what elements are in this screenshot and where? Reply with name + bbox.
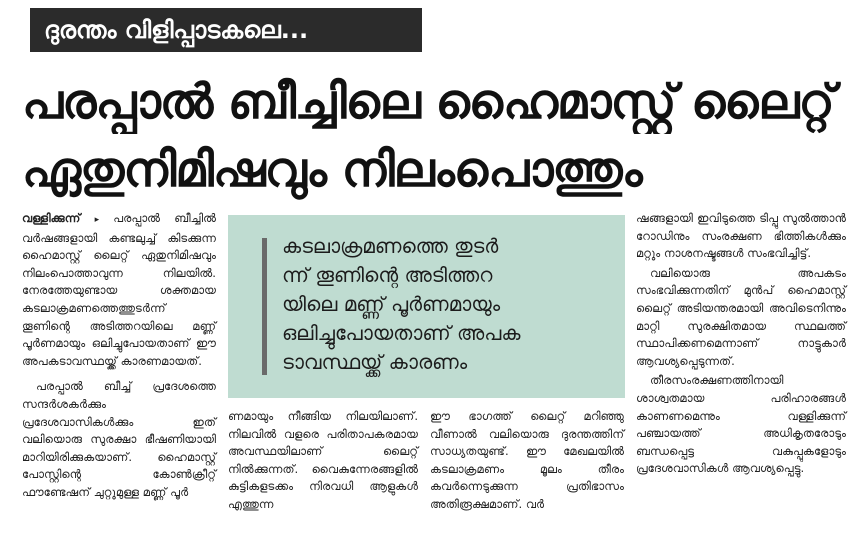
column-4-paragraph-1: ഷങ്ങളായി ഇവിടുത്തെ ടിപ്പു സുൽത്താൻ റോഡിനും സംരക്ഷണ ഭിത്തികൾക്കും മറ്റും നാശനഷ്ടങ്ങൾ സംഭവിച്ചിട്ട്. — [636, 211, 846, 261]
article-paragraph-2: പരപ്പാൽ ബീച്ച് പ്രദേശത്തെ സന്ദർശകർക്കും പ്രദേശവാസികൾക്കും ഇത് വലിയൊരു സുരക്ഷാ ഭീഷണിയായി മാറിയിരിക്കുകയാണ്. ഹൈമാസ്റ്റ് പോസ്റ്റിന്റെ കോൺക്രീറ്റ് ഫൗണ്ടേഷന് ചുറ്റുമുള്ള മണ്ണ് പൂർ — [22, 379, 216, 499]
pullquote-accent-bar — [262, 238, 267, 375]
article-paragraph-1 — [22, 210, 216, 370]
headline-line-1: പരപ്പാൽ ബീച്ചിലെ ഹൈമാസ്റ്റ് ലൈറ്റ് — [22, 74, 834, 130]
dateline: വള്ളിക്കുന്ന് — [22, 211, 81, 225]
article-column-3 — [430, 408, 624, 514]
dateline-arrow-icon: ▸ — [94, 215, 100, 225]
pullquote — [282, 232, 612, 377]
article-column-1 — [22, 210, 216, 502]
headline-line-2: ഏതുനിമിഷവും നിലംപൊത്തും — [22, 142, 642, 198]
pullquote-line: ന്ന് തൂണിന്റെ അടിത്തറ — [282, 263, 493, 287]
article-column-2 — [228, 408, 418, 514]
pullquote-line: യിലെ മണ്ണ് പൂർണമായും — [282, 292, 501, 316]
article-column-4 — [636, 210, 846, 478]
paragraph-1-text: പരപ്പാൽ ബീച്ചിൽ വർഷങ്ങളായി കണ്ടലുച്ച് കിടക്കുന്ന ഹൈമാസ്റ്റ് ലൈറ്റ് ഏതുനിമിഷവും നിലംപൊത്താവുന്ന നിലയിൽ. നേരത്തേയുണ്ടായ ശക്തമായ കടലാക്രമണത്തെത്തുടർന്ന് തൂണിന്റെ അടിത്തറയിലെ മണ്ണ് പൂർണമായും ഒലിച്ചുപോയതാണ് ഈ അപകടാവസ്ഥയ്ക്ക് കാരണമായത്. — [22, 211, 216, 368]
pullquote-line: ഒലിച്ചുപോയതാണ് അപക — [282, 321, 521, 345]
column-4-paragraph-2: വലിയൊരു അപകടം സംഭവിക്കുന്നതിന് മുൻപ് ഹൈമാസ്റ്റ് ലൈറ്റ് അടിയന്തരമായി അവിടെനിന്നും മാറ്റി സുരക്ഷിതമായ സ്ഥലത്ത് സ്ഥാപിക്കണമെന്നാണ് നാട്ടുകാർ ആവശ്യപ്പെടുന്നത്. — [636, 265, 846, 368]
kicker-banner: ദുരന്തം വിളിപ്പാടകലെ... — [30, 8, 422, 52]
pullquote-line: കടലാക്രമണത്തെ തുടർ — [282, 234, 499, 258]
pullquote-line: ടാവസ്ഥയ്ക്ക് കാരണം — [282, 350, 468, 374]
column-3-text: ഈ ഭാഗത്ത് ലൈറ്റ് മറിഞ്ഞു വീണാൽ വലിയൊരു ദുരന്തത്തിന് സാധ്യതയുണ്ട്. ഈ മേഖലയിൽ കടലാക്രമണം മൂലം തീരം കവർന്നെടുക്കുന്ന പ്രതിഭാസം അതിരൂക്ഷമാണ്. വർ — [430, 409, 624, 511]
column-2-text: ണമായും നീങ്ങിയ നിലയിലാണ്. നിലവിൽ വളരെ പരിതാപകരമായ അവസ്ഥയിലാണ് ലൈറ്റ് നിൽക്കുന്നത്. വൈകുന്നേരങ്ങളിൽ കുട്ടികളടക്കം നിരവധി ആളുകൾ എത്തുന്ന — [228, 409, 418, 511]
column-4-paragraph-3: തീരസംരക്ഷണത്തിനായി ശാശ്വതമായ പരിഹാരങ്ങൾ കാണണമെന്നും വള്ളിക്കുന്ന് പഞ്ചായത്ത് അധികൃതരോടും ബന്ധപ്പെട്ട വകുപ്പുകളോടും പ്രദേശവാസികൾ ആവശ്യപ്പെട്ടു. — [636, 373, 846, 476]
